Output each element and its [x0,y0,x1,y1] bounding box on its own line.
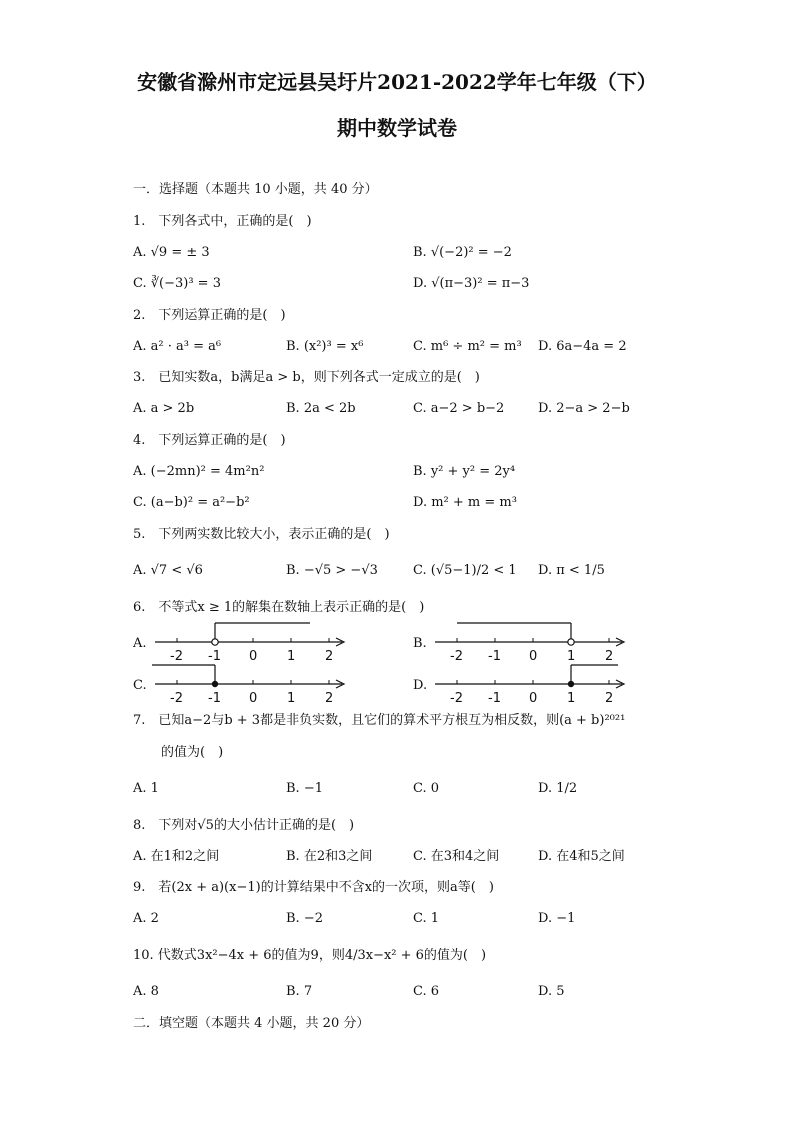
q7-option-d: D. 1/2 [538,781,578,796]
q4-option-c: C. (a−b)² = a²−b² [133,495,250,510]
q5-option-c: C. (√5−1)/2 < 1 [413,563,517,578]
tick-label: 2 [605,649,614,664]
tick-label: 2 [325,691,334,706]
open-dot [212,639,218,645]
q5-option-b: B. −√5 > −√3 [286,563,378,578]
q2-option-c: C. m⁶ ÷ m² = m³ [413,339,522,354]
q7-stem-line2: 的值为( ) [161,745,224,760]
q10-option-c: C. 6 [413,984,440,999]
q5-option-d: D. π < 1/5 [538,563,605,578]
q6-number-line-a [150,618,350,666]
q4-option-a: A. (−2mn)² = 4m²n² [133,464,265,479]
tick-label: 1 [287,691,296,706]
tick-label: -2 [170,691,183,706]
q3-option-b: B. 2a < 2b [286,401,356,416]
q7-option-a: A. 1 [133,781,159,796]
tick-label: -2 [450,691,463,706]
q8-option-c: C. 在3和4之间 [413,849,500,864]
q8-option-d: D. 在4和5之间 [538,849,625,864]
q3-option-a: A. a > 2b [133,401,195,416]
tick-label: 0 [529,691,538,706]
q10-option-a: A. 8 [133,984,159,999]
q9-option-d: D. −1 [538,911,576,926]
q1-option-c: C. ∛(−3)³ = 3 [133,276,221,291]
tick-label: 0 [529,649,538,664]
closed-dot [212,681,218,687]
q9-option-c: C. 1 [413,911,440,926]
exam-title-line1: 安徽省滁州市定远县吴圩片2021-2022学年七年级（下） [137,70,657,94]
tick-label: -2 [450,649,463,664]
q1-option-a: A. √9 = ± 3 [133,245,210,260]
tick-label: -2 [170,649,183,664]
open-dot [568,639,574,645]
q7-option-c: C. 0 [413,781,440,796]
q9-option-b: B. −2 [286,911,323,926]
tick-label: -1 [488,649,501,664]
q7-stem-line1: 7. 已知a−2与b + 3都是非负实数，且它们的算术平方根互为相反数，则(a + b)²⁰²¹ [133,713,626,728]
q6-option-a-label: A. [133,636,147,651]
tick-label: 1 [567,691,576,706]
closed-dot [568,681,574,687]
tick-label: 1 [567,649,576,664]
q6-number-line-b [430,618,630,666]
exam-title-line2: 期中数学试卷 [337,116,457,140]
q7-option-b: B. −1 [286,781,323,796]
q10-option-d: D. 5 [538,984,565,999]
q6-option-d-label: D. [413,678,428,693]
tick-label: -1 [488,691,501,706]
q2-option-d: D. 6a−4a = 2 [538,339,627,354]
tick-label: -1 [208,649,221,664]
tick-label: -1 [208,691,221,706]
q6-option-b-label: B. [413,636,427,651]
q9-stem: 9. 若(2x + a)(x−1)的计算结果中不含x的一次项，则a等( ) [133,880,494,895]
q10-stem: 10. 代数式3x²−4x + 6的值为9，则4/3x−x² + 6的值为( ) [133,948,487,963]
q8-option-a: A. 在1和2之间 [133,849,220,864]
q10-option-b: B. 7 [286,984,313,999]
q8-option-b: B. 在2和3之间 [286,849,373,864]
tick-label: 0 [249,649,258,664]
tick-label: 2 [605,691,614,706]
q1-option-d: D. √(π−3)² = π−3 [413,276,530,291]
q1-stem: 1. 下列各式中，正确的是( ) [133,214,312,229]
q6-number-line-c [150,662,350,708]
q6-stem: 6. 不等式x ≥ 1的解集在数轴上表示正确的是( ) [133,600,425,615]
tick-label: 2 [325,649,334,664]
q2-stem: 2. 下列运算正确的是( ) [133,308,286,323]
q2-option-b: B. (x²)³ = x⁶ [286,339,364,354]
section-heading-fill: 二．填空题（本题共 4 小题，共 20 分） [133,1016,370,1031]
q6-number-line-d [430,662,630,708]
q3-option-c: C. a−2 > b−2 [413,401,505,416]
tick-label: 0 [249,691,258,706]
tick-label: 1 [287,649,296,664]
q4-option-b: B. y² + y² = 2y⁴ [413,464,516,479]
q2-option-a: A. a² · a³ = a⁶ [133,339,222,354]
q8-stem: 8. 下列对√5的大小估计正确的是( ) [133,818,355,833]
q1-option-b: B. √(−2)² = −2 [413,245,512,260]
q5-option-a: A. √7 < √6 [133,563,203,578]
q3-stem: 3. 已知实数a，b满足a > b，则下列各式一定成立的是( ) [133,370,480,385]
q5-stem: 5. 下列两实数比较大小，表示正确的是( ) [133,527,390,542]
q4-option-d: D. m² + m = m³ [413,495,517,510]
section-heading-choice: 一．选择题（本题共 10 小题，共 40 分） [133,182,378,197]
q9-option-a: A. 2 [133,911,159,926]
q3-option-d: D. 2−a > 2−b [538,401,630,416]
q6-option-c-label: C. [133,678,147,693]
q4-stem: 4. 下列运算正确的是( ) [133,433,286,448]
